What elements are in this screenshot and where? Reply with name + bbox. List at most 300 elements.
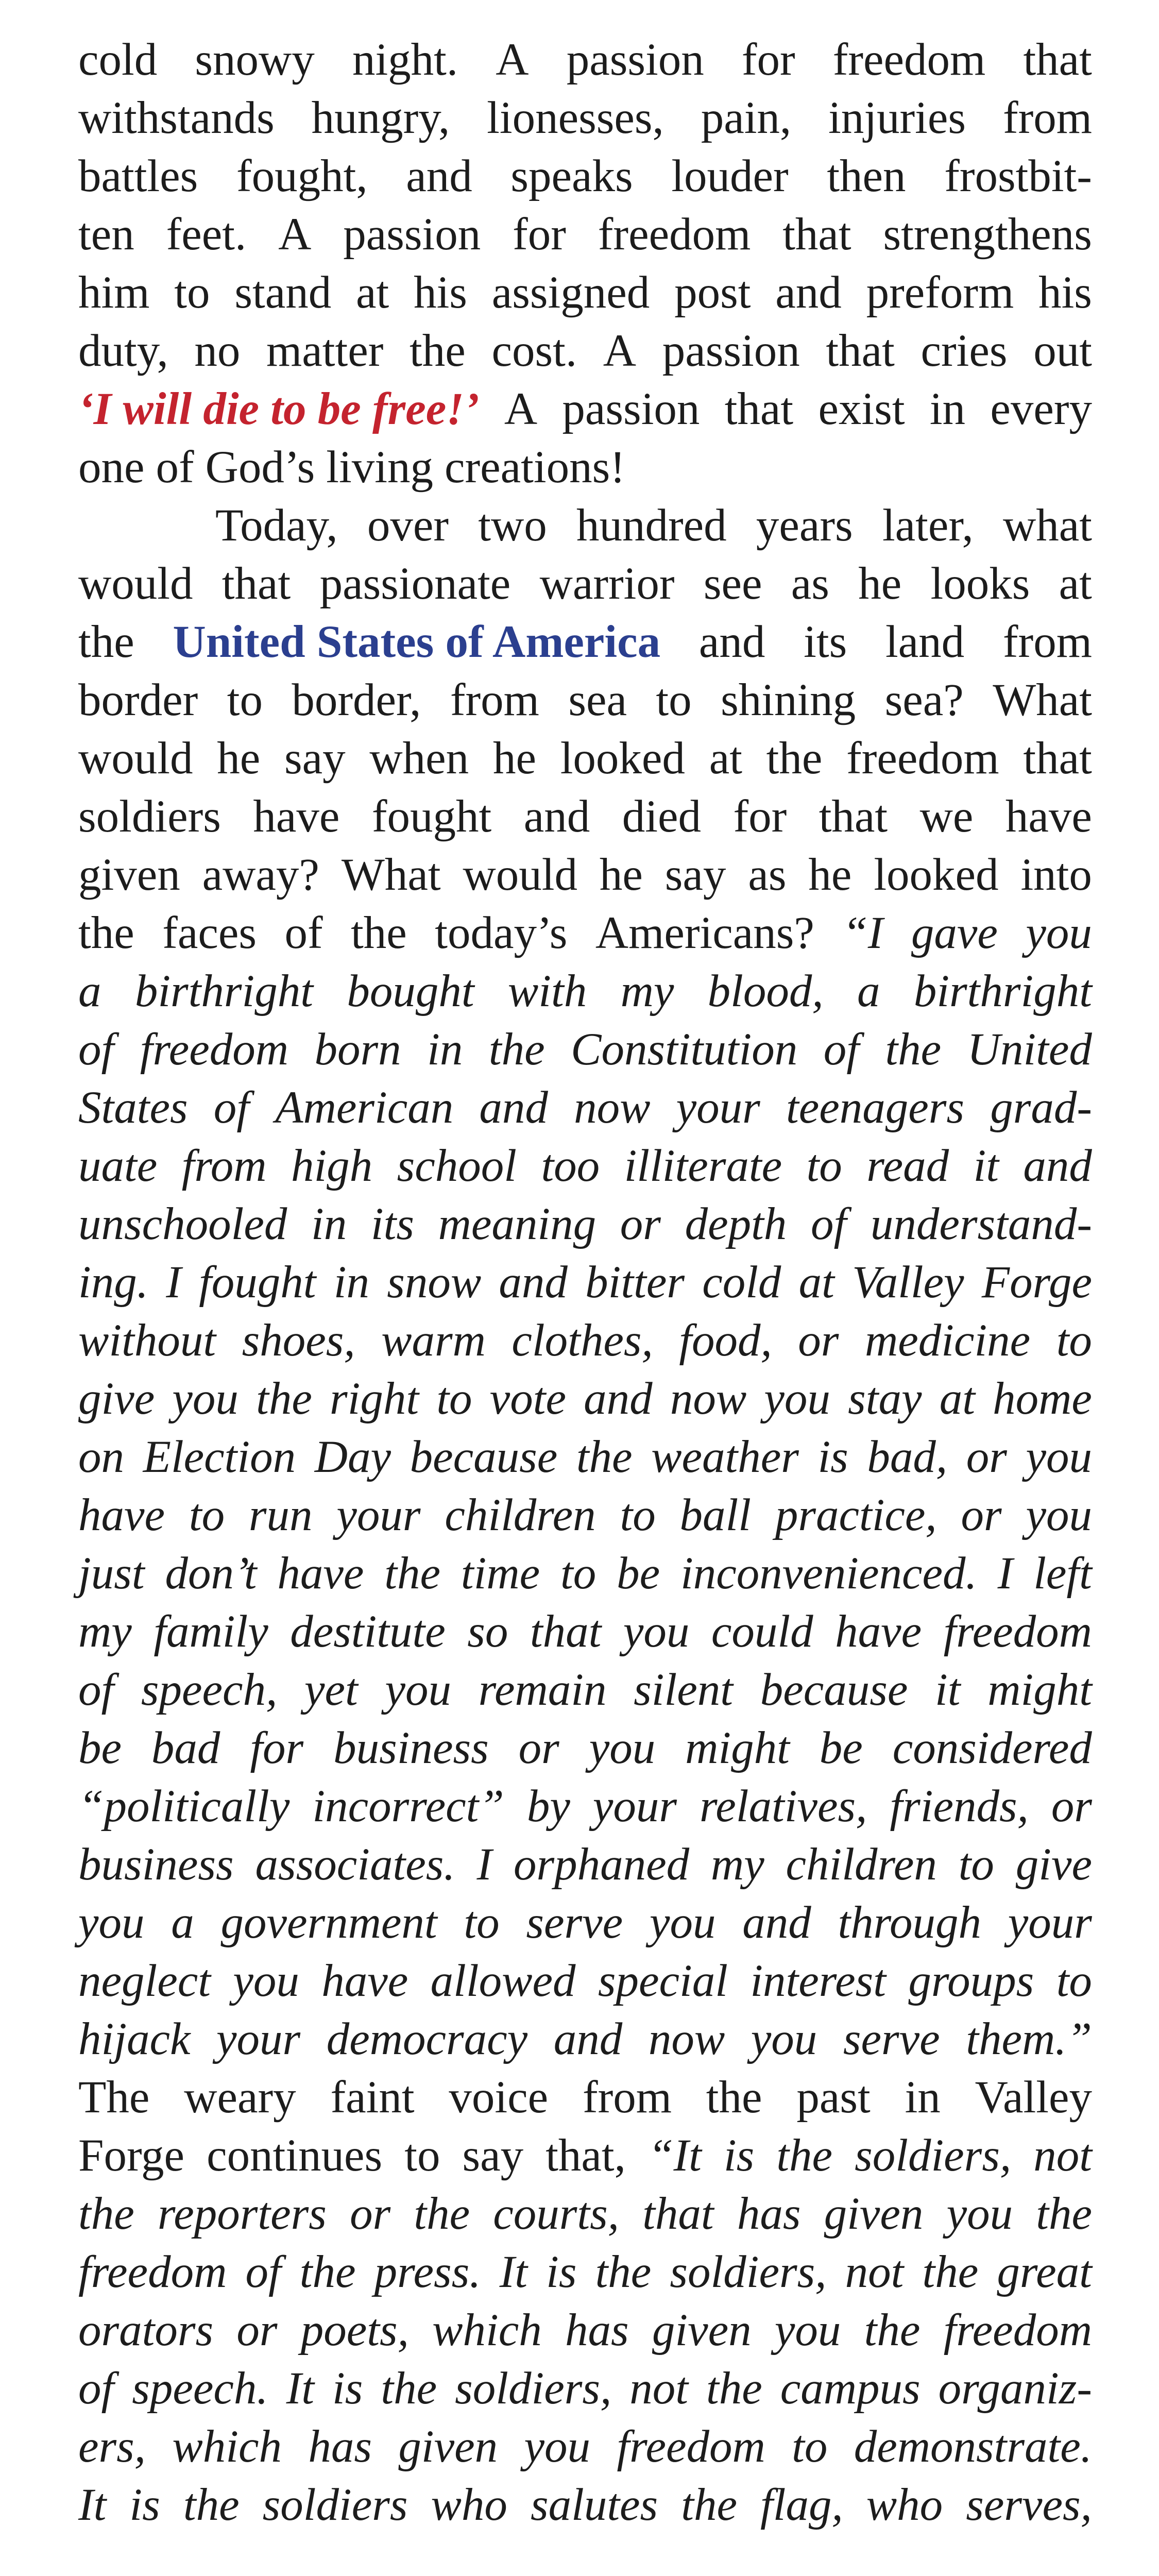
text-line bbox=[78, 2418, 1092, 2476]
word: without bbox=[78, 1315, 216, 1366]
word: at bbox=[798, 1257, 834, 1308]
word: teenagers bbox=[786, 1082, 964, 1133]
word: school bbox=[397, 1141, 517, 1191]
text-line bbox=[78, 1603, 1092, 1661]
text-line bbox=[78, 1894, 1092, 1952]
word: cold bbox=[78, 35, 158, 85]
word: my bbox=[78, 1606, 132, 1657]
word: Today, bbox=[215, 500, 338, 551]
text-line bbox=[78, 846, 1092, 904]
word: you bbox=[623, 1606, 690, 1657]
word: remain bbox=[478, 1665, 607, 1715]
word: be bbox=[617, 1548, 660, 1599]
word: speech, bbox=[141, 1665, 278, 1715]
word: by bbox=[526, 1781, 570, 1832]
word: withstands bbox=[78, 93, 275, 143]
text-line bbox=[78, 1312, 1092, 1370]
word: flag, bbox=[760, 2480, 843, 2530]
word: United bbox=[967, 1024, 1092, 1075]
word: for bbox=[513, 209, 566, 260]
word: his bbox=[414, 267, 467, 318]
word: to bbox=[792, 2421, 828, 2472]
word: pain, bbox=[701, 93, 792, 143]
word: that bbox=[826, 326, 895, 376]
word: the bbox=[384, 1548, 441, 1599]
word: given bbox=[398, 2421, 498, 2472]
text-line bbox=[78, 264, 1092, 322]
word: high bbox=[291, 1141, 373, 1191]
word: its bbox=[804, 617, 847, 667]
word: It bbox=[78, 2480, 107, 2530]
word: faint bbox=[330, 2072, 415, 2123]
text-line bbox=[78, 31, 1092, 89]
word: over bbox=[367, 500, 449, 551]
word: and bbox=[775, 267, 842, 318]
word: not bbox=[629, 2363, 688, 2414]
word: weary bbox=[184, 2072, 296, 2123]
word: to bbox=[1056, 1956, 1092, 2006]
word: destitute bbox=[290, 1606, 446, 1657]
word: and bbox=[499, 1257, 568, 1308]
word: passion bbox=[566, 35, 704, 85]
word: given bbox=[824, 2189, 924, 2239]
word: neglect bbox=[78, 1956, 211, 2006]
word: freedom bbox=[598, 209, 751, 260]
word: frostbit- bbox=[944, 151, 1092, 201]
word: warm bbox=[381, 1315, 486, 1366]
word: What bbox=[993, 675, 1092, 725]
word: the bbox=[595, 2247, 652, 2297]
word: has bbox=[565, 2305, 629, 2355]
text-line bbox=[78, 788, 1092, 846]
word: shoes, bbox=[242, 1315, 355, 1366]
word: the bbox=[351, 908, 407, 958]
word: into bbox=[1020, 850, 1092, 900]
word: of bbox=[78, 2363, 114, 2414]
word: groups bbox=[908, 1956, 1034, 2006]
word: matter bbox=[266, 326, 384, 376]
word: border bbox=[78, 675, 198, 725]
word: God’s bbox=[205, 442, 315, 493]
word: Valley bbox=[975, 2072, 1092, 2123]
word: that bbox=[530, 1606, 602, 1657]
word: What bbox=[341, 850, 441, 900]
word: depth bbox=[685, 1199, 787, 1249]
emphasis-quote: ‘I will die to be free!’ bbox=[78, 384, 480, 434]
word: he bbox=[599, 850, 643, 900]
word: might bbox=[685, 1723, 790, 1773]
word: freedom bbox=[846, 733, 999, 784]
word: you bbox=[946, 2189, 1013, 2239]
word: might bbox=[987, 1665, 1092, 1715]
word: birthright bbox=[134, 966, 314, 1016]
word: see bbox=[703, 558, 762, 609]
word: living bbox=[326, 442, 433, 493]
word: fought bbox=[371, 791, 492, 842]
word: and bbox=[553, 2014, 623, 2064]
word: from bbox=[450, 675, 539, 725]
word: of bbox=[213, 1082, 250, 1133]
word: of bbox=[78, 1665, 114, 1715]
word: the bbox=[706, 2363, 762, 2414]
word: or bbox=[966, 1432, 1007, 1482]
word: them.” bbox=[966, 2014, 1092, 2064]
word: we bbox=[919, 791, 974, 842]
word: is bbox=[546, 2247, 577, 2297]
word: from bbox=[181, 1141, 267, 1191]
word: the bbox=[681, 2480, 737, 2530]
word: It bbox=[286, 2363, 315, 2414]
word: bad, bbox=[867, 1432, 948, 1482]
word: from bbox=[1002, 93, 1092, 143]
word: his bbox=[1038, 267, 1092, 318]
word: one bbox=[78, 442, 145, 493]
word: snow bbox=[387, 1257, 482, 1308]
word: organiz- bbox=[938, 2363, 1092, 2414]
word: I bbox=[166, 1257, 181, 1308]
word: ball bbox=[679, 1490, 751, 1540]
word: the bbox=[922, 2247, 979, 2297]
word: the bbox=[864, 2305, 921, 2355]
text-line bbox=[78, 1253, 1092, 1312]
word: from bbox=[1002, 617, 1092, 667]
word: later, bbox=[882, 500, 974, 551]
word: sea? bbox=[884, 675, 964, 725]
word: practice, bbox=[775, 1490, 937, 1540]
word: given bbox=[652, 2305, 752, 2355]
word: it bbox=[935, 1665, 961, 1715]
word: lionesses, bbox=[487, 93, 664, 143]
word: he bbox=[808, 850, 852, 900]
word: inconvenienced. bbox=[680, 1548, 977, 1599]
text-line bbox=[78, 2301, 1092, 2360]
word: you bbox=[1026, 1432, 1092, 1482]
word: a bbox=[857, 966, 880, 1016]
word: which bbox=[432, 2305, 542, 2355]
word: say bbox=[284, 733, 346, 784]
word: assigned bbox=[491, 267, 650, 318]
word: the bbox=[381, 2363, 437, 2414]
word: to bbox=[464, 1897, 500, 1948]
word: strengthens bbox=[883, 209, 1092, 260]
word: given bbox=[78, 850, 180, 900]
word: cries bbox=[921, 326, 1008, 376]
word: passion bbox=[343, 209, 481, 260]
word: died bbox=[622, 791, 701, 842]
word: campus bbox=[780, 2363, 921, 2414]
word: could bbox=[711, 1606, 813, 1657]
word: give bbox=[1015, 1839, 1092, 1890]
word: the bbox=[576, 1432, 633, 1482]
word: he bbox=[217, 733, 261, 784]
word: your bbox=[216, 2014, 301, 2064]
word: to bbox=[1056, 1315, 1092, 1366]
word: your bbox=[336, 1490, 421, 1540]
word: that bbox=[724, 384, 794, 434]
word: the bbox=[1036, 2189, 1092, 2239]
word: serves, bbox=[966, 2480, 1092, 2530]
text-line bbox=[78, 904, 1092, 962]
word: or bbox=[1051, 1781, 1092, 1832]
word: the bbox=[256, 1374, 312, 1424]
word: speech. bbox=[132, 2363, 268, 2414]
word: American bbox=[275, 1082, 454, 1133]
word: be bbox=[78, 1723, 122, 1773]
word: freedom bbox=[832, 35, 986, 85]
word: yet bbox=[304, 1665, 358, 1715]
text-line bbox=[78, 962, 1092, 1021]
word: which bbox=[172, 2421, 282, 2472]
word: the bbox=[183, 2480, 240, 2530]
word: friends, bbox=[890, 1781, 1029, 1832]
word: shining bbox=[721, 675, 856, 725]
word: is bbox=[817, 1432, 848, 1482]
word: have bbox=[1005, 791, 1092, 842]
word: A bbox=[278, 209, 312, 260]
text-line bbox=[78, 1137, 1092, 1195]
word: grad- bbox=[990, 1082, 1092, 1133]
word: your bbox=[1008, 1897, 1092, 1948]
text-line bbox=[78, 1836, 1092, 1894]
word: years bbox=[756, 500, 853, 551]
text-line bbox=[78, 1370, 1092, 1428]
word: Day bbox=[314, 1432, 391, 1482]
word: battles bbox=[78, 151, 198, 201]
word: orphaned bbox=[513, 1839, 690, 1890]
word: at bbox=[939, 1374, 975, 1424]
word: soldiers, bbox=[855, 2130, 1012, 2181]
text-line bbox=[78, 147, 1092, 206]
word: great bbox=[997, 2247, 1092, 2297]
word: hundred bbox=[576, 500, 727, 551]
word: is bbox=[332, 2363, 363, 2414]
text-line bbox=[78, 322, 1092, 380]
word: who bbox=[866, 2480, 943, 2530]
word: have bbox=[253, 791, 340, 842]
word: not bbox=[1033, 2130, 1092, 2181]
word: you bbox=[1026, 1490, 1092, 1540]
word: that bbox=[1023, 35, 1092, 85]
word: would bbox=[463, 850, 577, 900]
word: you bbox=[524, 2421, 591, 2472]
word: in bbox=[929, 384, 966, 434]
text-line bbox=[78, 1545, 1092, 1603]
word: gave bbox=[911, 908, 998, 958]
word: you bbox=[751, 2014, 817, 2064]
word: a bbox=[171, 1897, 194, 1948]
word: orators bbox=[78, 2305, 214, 2355]
word: courts, bbox=[493, 2189, 620, 2239]
word: louder bbox=[671, 151, 789, 201]
word: soldiers bbox=[78, 791, 221, 842]
text-line bbox=[78, 1486, 1092, 1545]
word: you bbox=[385, 1665, 451, 1715]
word: read bbox=[866, 1141, 949, 1191]
word: unschooled bbox=[78, 1199, 287, 1249]
word: or bbox=[961, 1490, 1002, 1540]
text-line bbox=[78, 555, 1092, 613]
word: interest bbox=[750, 1956, 886, 2006]
word: what bbox=[1002, 500, 1092, 551]
word: ing. bbox=[78, 1257, 148, 1308]
word: bad bbox=[151, 1723, 220, 1773]
word: your bbox=[676, 1082, 760, 1133]
word: birthright bbox=[913, 966, 1092, 1016]
word: the bbox=[410, 326, 466, 376]
word: to bbox=[174, 267, 210, 318]
word: States bbox=[78, 1082, 188, 1133]
word: Americans? bbox=[595, 908, 814, 958]
word: the bbox=[78, 908, 134, 958]
word: is bbox=[129, 2480, 160, 2530]
word: passion bbox=[662, 326, 800, 376]
word: born bbox=[314, 1024, 401, 1075]
word: “I bbox=[842, 908, 883, 958]
word: to bbox=[620, 1490, 656, 1540]
word: soldiers, bbox=[455, 2363, 612, 2414]
word: looks bbox=[930, 558, 1030, 609]
word: for bbox=[250, 1723, 304, 1773]
word: bitter bbox=[585, 1257, 685, 1308]
word: so bbox=[467, 1606, 508, 1657]
word: cold bbox=[702, 1257, 781, 1308]
word: It bbox=[499, 2247, 527, 2297]
word: and bbox=[698, 617, 765, 667]
word: say bbox=[462, 2130, 524, 2181]
word: of bbox=[78, 1024, 114, 1075]
word: don’t bbox=[165, 1548, 257, 1599]
text-line bbox=[78, 2010, 1092, 2069]
word: The bbox=[78, 2072, 150, 2123]
word: past bbox=[796, 2072, 871, 2123]
text-line bbox=[78, 613, 1092, 671]
word: understand- bbox=[870, 1199, 1092, 1249]
word: stay bbox=[848, 1374, 922, 1424]
word: two bbox=[478, 500, 547, 551]
word: food, bbox=[679, 1315, 772, 1366]
word: blood, bbox=[707, 966, 824, 1016]
word: serve bbox=[843, 2014, 940, 2064]
word: the bbox=[78, 2189, 134, 2239]
text-line bbox=[78, 1719, 1092, 1777]
word: warrior bbox=[539, 558, 675, 609]
word: that bbox=[819, 791, 888, 842]
word: duty, bbox=[78, 326, 168, 376]
text-line bbox=[78, 1079, 1092, 1137]
word: cost. bbox=[491, 326, 577, 376]
highlight-country: United States of America bbox=[173, 617, 661, 667]
word: Election bbox=[143, 1432, 296, 1482]
word: serve bbox=[526, 1897, 623, 1948]
word: freedom bbox=[943, 1606, 1092, 1657]
word: and bbox=[406, 151, 472, 201]
word: as bbox=[748, 850, 787, 900]
word: to bbox=[404, 2130, 440, 2181]
word: have bbox=[78, 1490, 165, 1540]
word: and bbox=[584, 1374, 653, 1424]
word: children bbox=[786, 1839, 937, 1890]
word: continues bbox=[207, 2130, 383, 2181]
word: that bbox=[782, 209, 851, 260]
word: exist bbox=[818, 384, 905, 434]
text-line bbox=[78, 2476, 1092, 2534]
text-line bbox=[78, 206, 1092, 264]
word: post bbox=[674, 267, 751, 318]
word: to bbox=[560, 1548, 596, 1599]
text-line bbox=[78, 1952, 1092, 2010]
word: relatives, bbox=[699, 1781, 867, 1832]
word: away? bbox=[202, 850, 319, 900]
word: with bbox=[507, 966, 587, 1016]
word: voice bbox=[449, 2072, 549, 2123]
word: have bbox=[835, 1606, 922, 1657]
word: border, bbox=[292, 675, 421, 725]
word: to bbox=[656, 675, 692, 725]
word: reporters bbox=[157, 2189, 327, 2239]
word: the bbox=[706, 2072, 762, 2123]
word: or bbox=[620, 1199, 661, 1249]
word: injuries bbox=[828, 93, 966, 143]
word: night. bbox=[352, 35, 458, 85]
word: you bbox=[172, 1374, 238, 1424]
word: not bbox=[845, 2247, 904, 2297]
word: he bbox=[492, 733, 536, 784]
word: A bbox=[603, 326, 637, 376]
word: hijack bbox=[78, 2014, 191, 2064]
word: because bbox=[410, 1432, 558, 1482]
word: that bbox=[1023, 733, 1092, 784]
word: through bbox=[838, 1897, 982, 1948]
word: who bbox=[431, 2480, 507, 2530]
word: I bbox=[997, 1548, 1013, 1599]
word: sea bbox=[568, 675, 627, 725]
word: land bbox=[885, 617, 965, 667]
word: A bbox=[504, 384, 538, 434]
word: that, bbox=[546, 2130, 626, 2181]
text-line bbox=[78, 1428, 1092, 1486]
word: press. bbox=[374, 2247, 481, 2297]
word: you bbox=[764, 1374, 830, 1424]
word: at bbox=[356, 267, 389, 318]
word: say bbox=[664, 850, 726, 900]
word: at bbox=[1059, 558, 1092, 609]
text-line bbox=[215, 497, 1092, 555]
word: “It bbox=[647, 2130, 702, 2181]
word: for bbox=[733, 791, 787, 842]
word: to bbox=[806, 1141, 842, 1191]
word: you bbox=[589, 1723, 656, 1773]
word: the bbox=[78, 617, 134, 667]
word: faces bbox=[162, 908, 257, 958]
word: at bbox=[709, 733, 742, 784]
word: when bbox=[369, 733, 469, 784]
word: have bbox=[277, 1548, 364, 1599]
word: that bbox=[221, 558, 291, 609]
word: have bbox=[321, 1956, 408, 2006]
text-line bbox=[78, 438, 1092, 497]
word: the bbox=[885, 1024, 942, 1075]
word: that bbox=[642, 2189, 714, 2239]
word: you bbox=[774, 2305, 841, 2355]
word: and bbox=[1023, 1141, 1092, 1191]
word: business bbox=[78, 1839, 234, 1890]
word: I bbox=[476, 1839, 492, 1890]
word: the bbox=[414, 2189, 470, 2239]
word: no bbox=[194, 326, 241, 376]
word: you bbox=[233, 1956, 299, 2006]
word: home bbox=[993, 1374, 1092, 1424]
word: of bbox=[245, 2247, 281, 2297]
